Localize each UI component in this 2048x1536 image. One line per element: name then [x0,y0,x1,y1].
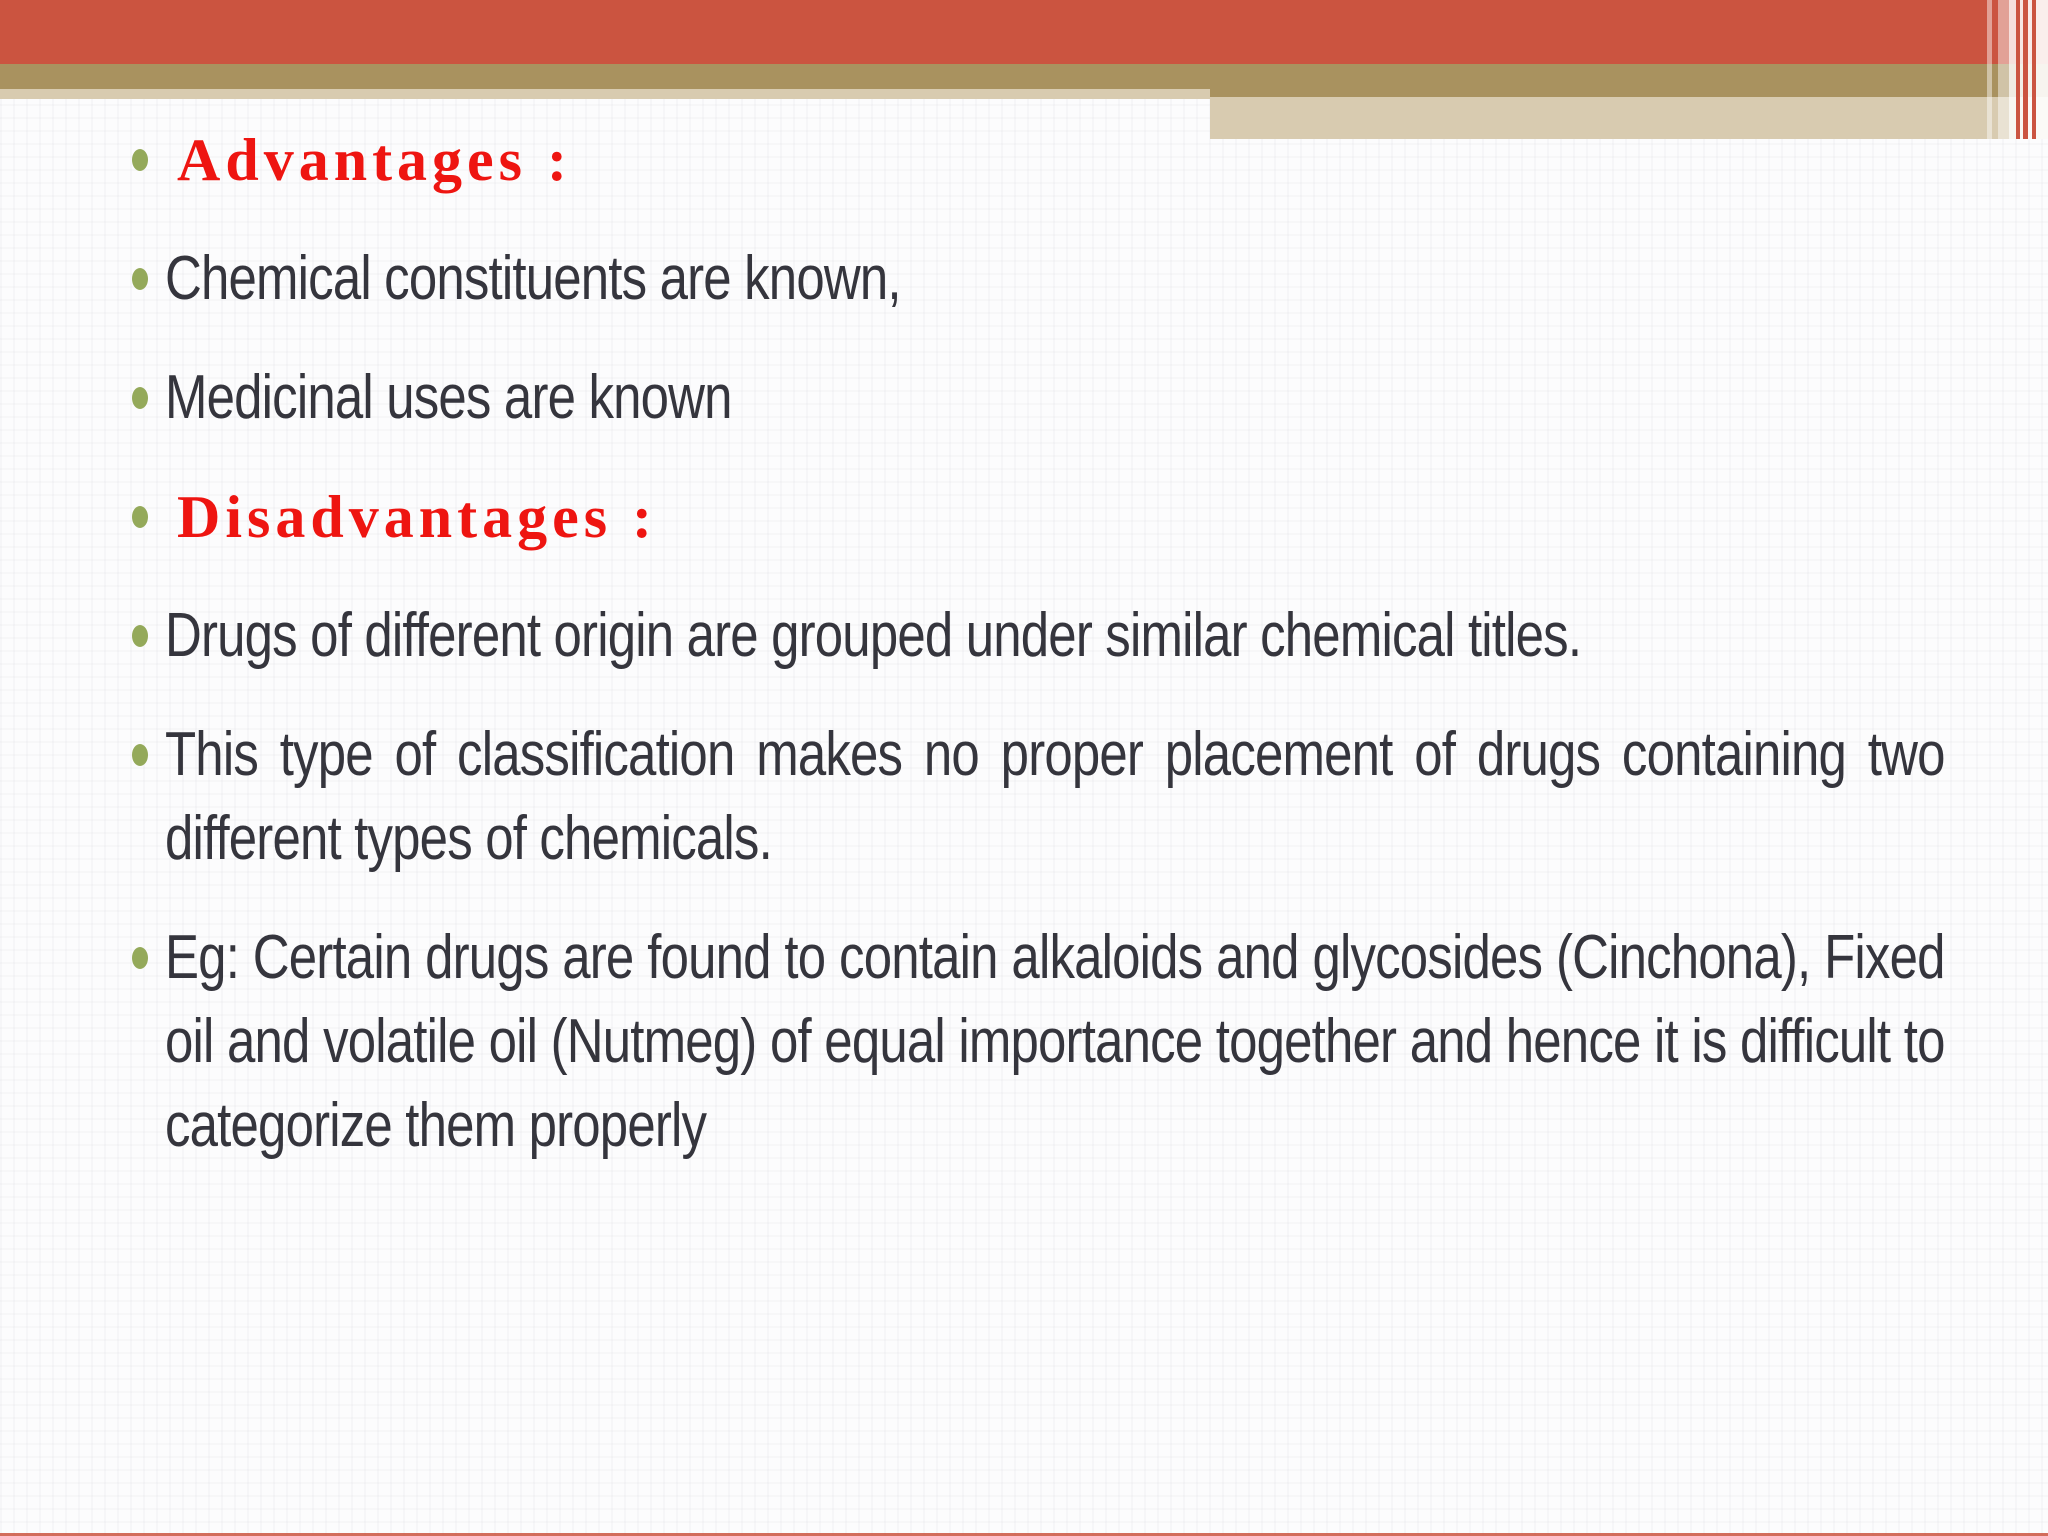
bullet-item [130,237,1960,321]
header-right-olive-block [1210,64,2048,97]
bullet-text: This type of classification makes no proper placement of drugs containing two different types of chemicals. [165,720,1945,873]
bullet-list [130,118,1960,1203]
bullet-dot-icon [132,625,148,647]
bullet-dot-icon [132,947,148,969]
bullet-item [130,475,1960,559]
bullet-item [130,916,1960,1168]
stripe-icon [1998,0,2009,139]
bullet-item [130,118,1960,202]
bullet-text: Advantages : [177,127,573,193]
stripe-icon [2036,0,2048,139]
bullet-text: Disadvantages : [177,484,658,550]
bullet-dot-icon [132,149,148,171]
bullet-item [130,713,1960,881]
bullet-text: Drugs of different origin are grouped under similar chemical titles. [165,601,1582,670]
stripe-icon [2009,0,2016,139]
bullet-dot-icon [132,506,148,528]
bullet-dot-icon [132,387,148,409]
stripe-icon [1987,0,1992,139]
bullet-item [130,594,1960,678]
corner-stripes-decoration [1985,0,2048,139]
bullet-dot-icon [132,268,148,290]
bullet-dot-icon [132,744,148,766]
bullet-text: Eg: Certain drugs are found to contain alkaloids and glycosides (Cinchona), Fixed oil and volatile oil (Nutmeg) of equal importance together and hence it is difficult to categorize them properly [165,923,1945,1160]
bullet-text: Chemical constituents are known, [165,244,901,313]
bullet-item [130,356,1960,440]
header-red-band [0,0,2048,64]
bullet-text: Medicinal uses are known [165,363,732,432]
